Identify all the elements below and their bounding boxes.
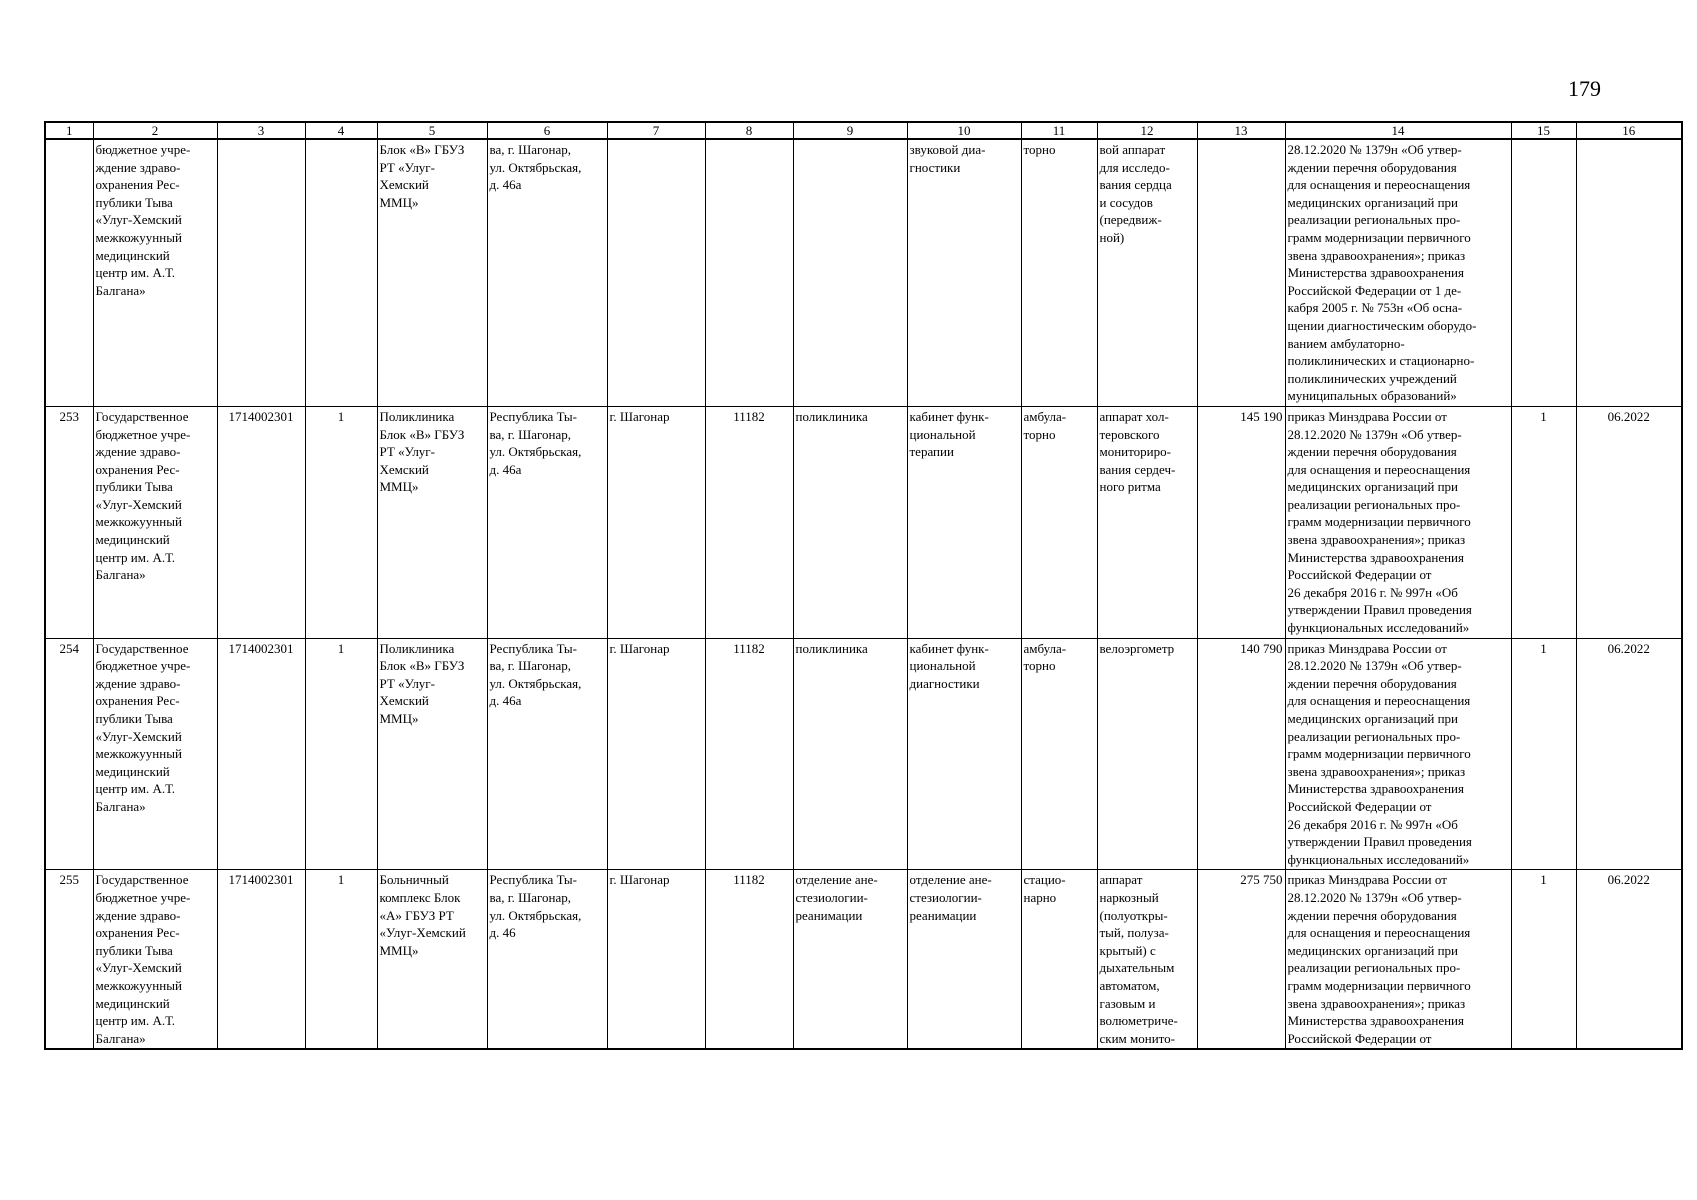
cell-line: ждении перечня оборудования (1287, 675, 1457, 691)
cell-inn: 1714002301 (217, 870, 305, 1049)
cell-line: звена здравоохранения»; приказ (1287, 247, 1466, 263)
cell-line: бюджетное учре- (95, 889, 191, 905)
cell-line: для оснащения и переоснащения (1287, 461, 1471, 477)
cell-line: щении диагностическим оборудо- (1287, 317, 1477, 333)
cell-line: бюджетное учре- (95, 142, 191, 157)
cell-line: утверждении Правил проведения (1287, 834, 1472, 850)
cell-quantity: 1 (1511, 638, 1576, 870)
cell-code: 11182 (705, 870, 793, 1049)
column-header: 16 (1576, 122, 1682, 139)
cell-row-number (45, 139, 93, 406)
cell-line: теровского (1099, 426, 1160, 442)
cell-line: циональной (909, 658, 976, 674)
cell-line: 26 декабря 2016 г. № 997н «Об (1287, 584, 1458, 600)
cell-line: волюметриче- (1099, 1013, 1178, 1029)
cell-line: Министерства здравоохранения (1287, 549, 1464, 565)
cell-line: (передвиж- (1099, 212, 1162, 228)
cell-line: 28.12.2020 № 1379н «Об утвер- (1287, 658, 1462, 674)
cell-line: поликлинических учреждений (1287, 370, 1457, 386)
cell-care-type (1021, 406, 1097, 638)
cell-line: звуковой диа- (909, 142, 986, 157)
cell-line: дыхательным (1099, 960, 1175, 976)
cell-department (793, 139, 907, 406)
cell-line: торно (1023, 658, 1056, 674)
cell-line: для исследо- (1099, 159, 1170, 175)
cell-line: грамм модернизации первичного (1287, 977, 1471, 993)
cell-line: «Улуг-Хемский (95, 960, 182, 976)
cell-line: приказ Минздрава России от (1287, 640, 1447, 656)
cell-line: нарно (1023, 889, 1057, 905)
cell-line: функциональных исследований» (1287, 620, 1470, 636)
cell-line: звена здравоохранения»; приказ (1287, 763, 1466, 779)
cell-line: амбула- (1023, 408, 1067, 424)
cell-line: охранения Рес- (95, 177, 180, 193)
cell-line: диагностики (909, 675, 980, 691)
cell-line: поликлиника (795, 640, 868, 656)
cell-address (487, 139, 607, 406)
equipment-table (44, 121, 1683, 1050)
cell-line: ММЦ» (379, 711, 419, 726)
cell-line: ул. Октябрьская, (489, 907, 582, 923)
cell-line: охранения Рес- (95, 693, 180, 709)
cell-count-col4: 1 (305, 406, 377, 638)
cell-line: для оснащения и переоснащения (1287, 693, 1471, 709)
cell-line: грамм модернизации первичного (1287, 514, 1471, 530)
cell-price (1197, 139, 1285, 406)
cell-line: Поликлиника (379, 408, 455, 424)
column-header: 5 (377, 122, 487, 139)
cell-line: приказ Минздрава России от (1287, 408, 1447, 424)
cell-line: ждение здраво- (95, 444, 181, 460)
cell-line: бюджетное учре- (95, 658, 191, 674)
cell-line: автоматом, (1099, 977, 1160, 993)
cell-row-number: 255 (45, 870, 93, 1049)
cell-line: поликлинических и стационарно- (1287, 353, 1475, 369)
cell-organization-name (93, 139, 217, 406)
cell-date: 06.2022 (1576, 638, 1682, 870)
cell-line: Государственное (95, 408, 189, 424)
cell-line: «Улуг-Хемский (95, 728, 182, 744)
cell-quantity: 1 (1511, 870, 1576, 1049)
cell-line: ул. Октябрьская, (489, 675, 582, 691)
cell-line: «Улуг-Хемский (95, 496, 182, 512)
column-header: 4 (305, 122, 377, 139)
cell-legal-basis (1285, 139, 1511, 406)
cell-line: Республика Ты- (489, 408, 577, 424)
cell-line: газовым и (1099, 995, 1156, 1011)
cell-line: Российской Федерации от (1287, 1030, 1432, 1046)
cell-line: ждение здраво- (95, 675, 181, 691)
cell-building-name (377, 638, 487, 870)
cell-line: реанимации (795, 907, 863, 923)
table-row (45, 406, 1682, 638)
cell-line: медицинских организаций при (1287, 194, 1459, 210)
cell-line: вания сердеч- (1099, 461, 1176, 477)
cell-inn (217, 139, 305, 406)
cell-line: ММЦ» (379, 194, 419, 210)
cell-line: ждении перечня оборудования (1287, 907, 1457, 923)
cell-department (793, 406, 907, 638)
cell-line: амбула- (1023, 640, 1067, 656)
cell-department (793, 638, 907, 870)
cell-equipment-name (1097, 406, 1197, 638)
cell-line: «Улуг-Хемский (95, 212, 182, 228)
cell-line: стезиологии- (795, 889, 868, 905)
cell-inn: 1714002301 (217, 406, 305, 638)
cell-line: Поликлиника (379, 640, 455, 656)
cell-date (1576, 139, 1682, 406)
cell-line: кабря 2005 г. № 753н «Об осна- (1287, 300, 1463, 316)
cell-line: приказ Минздрава России от (1287, 872, 1447, 888)
cell-line: терапии (909, 444, 954, 460)
cell-line: отделение ане- (795, 872, 878, 888)
cell-line: Министерства здравоохранения (1287, 265, 1464, 281)
cell-code: 11182 (705, 638, 793, 870)
cell-line: центр им. А.Т. (95, 549, 175, 565)
cell-care-type (1021, 139, 1097, 406)
cell-date: 06.2022 (1576, 870, 1682, 1049)
column-header-row (45, 122, 1682, 139)
cell-line: ММЦ» (379, 942, 419, 958)
cell-line: ной) (1099, 229, 1125, 245)
cell-line: межкожуунный (95, 514, 182, 530)
cell-line: вой аппарат (1099, 142, 1166, 157)
column-header: 8 (705, 122, 793, 139)
cell-line: Балгана» (95, 1030, 146, 1046)
cell-building-name (377, 139, 487, 406)
cell-line: ва, г. Шагонар, (489, 142, 571, 157)
cell-equipment-name (1097, 870, 1197, 1049)
cell-inn: 1714002301 (217, 638, 305, 870)
cell-legal-basis (1285, 406, 1511, 638)
cell-legal-basis (1285, 638, 1511, 870)
cell-line: «А» ГБУЗ РТ (379, 907, 454, 923)
cell-line: торно (1023, 426, 1056, 442)
cell-line: Республика Ты- (489, 872, 577, 888)
column-header: 2 (93, 122, 217, 139)
cell-line: мониториро- (1099, 444, 1171, 460)
cell-line: центр им. А.Т. (95, 265, 175, 281)
table-body (45, 139, 1682, 1049)
cell-line: Министерства здравоохранения (1287, 1013, 1464, 1029)
cell-line: вания сердца (1099, 177, 1172, 193)
cell-line: отделение ане- (909, 872, 992, 888)
cell-line: ждении перечня оборудования (1287, 444, 1457, 460)
cell-line: ММЦ» (379, 479, 419, 495)
cell-line: ским монито- (1099, 1030, 1175, 1046)
cell-line: медицинский (95, 247, 170, 263)
cell-building-name (377, 406, 487, 638)
cell-line: грамм модернизации первичного (1287, 229, 1471, 245)
cell-room (907, 406, 1021, 638)
cell-price: 140 790 (1197, 638, 1285, 870)
column-header: 6 (487, 122, 607, 139)
cell-care-type (1021, 870, 1097, 1049)
cell-line: межкожуунный (95, 977, 182, 993)
cell-line: звена здравоохранения»; приказ (1287, 995, 1466, 1011)
cell-line: реализации региональных про- (1287, 212, 1461, 228)
cell-line: реализации региональных про- (1287, 960, 1461, 976)
cell-line: кабинет функ- (909, 408, 989, 424)
cell-line: Хемский (379, 461, 429, 477)
cell-line: Российской Федерации от (1287, 798, 1432, 814)
column-header: 3 (217, 122, 305, 139)
cell-line: центр им. А.Т. (95, 781, 175, 797)
cell-line: д. 46а (489, 461, 522, 477)
cell-line: Российской Федерации от 1 де- (1287, 282, 1462, 298)
cell-count-col4 (305, 139, 377, 406)
cell-line: «Улуг-Хемский (379, 925, 466, 941)
cell-line: Государственное (95, 640, 189, 656)
cell-count-col4: 1 (305, 870, 377, 1049)
cell-code (705, 139, 793, 406)
cell-line: ждение здраво- (95, 159, 181, 175)
cell-line: Хемский (379, 693, 429, 709)
cell-organization-name (93, 406, 217, 638)
cell-line: медицинский (95, 995, 170, 1011)
cell-line: муниципальных образований» (1287, 388, 1457, 404)
cell-line: функциональных исследований» (1287, 851, 1470, 867)
cell-row-number: 254 (45, 638, 93, 870)
cell-line: Балгана» (95, 798, 146, 814)
cell-locality: г. Шагонар (607, 406, 705, 638)
cell-price: 145 190 (1197, 406, 1285, 638)
cell-line: аппарат хол- (1099, 408, 1169, 424)
column-header: 11 (1021, 122, 1097, 139)
cell-line: Блок «В» ГБУЗ (379, 142, 465, 157)
cell-line: реализации региональных про- (1287, 728, 1461, 744)
cell-line: бюджетное учре- (95, 426, 191, 442)
cell-line: крытый) с (1099, 942, 1156, 958)
cell-line: 28.12.2020 № 1379н «Об утвер- (1287, 426, 1462, 442)
cell-line: д. 46 (489, 925, 516, 941)
cell-line: центр им. А.Т. (95, 1013, 175, 1029)
page-number: 179 (1568, 76, 1601, 101)
cell-line: межкожуунный (95, 746, 182, 762)
cell-line: реализации региональных про- (1287, 496, 1461, 512)
column-header: 7 (607, 122, 705, 139)
cell-line: (полуоткры- (1099, 907, 1168, 923)
cell-line: ждении перечня оборудования (1287, 159, 1457, 175)
cell-locality (607, 139, 705, 406)
cell-line: охранения Рес- (95, 925, 180, 941)
cell-price: 275 750 (1197, 870, 1285, 1049)
cell-line: Больничный (379, 872, 449, 888)
cell-line: ва, г. Шагонар, (489, 426, 571, 442)
cell-line: медицинский (95, 763, 170, 779)
cell-line: 28.12.2020 № 1379н «Об утвер- (1287, 142, 1462, 157)
cell-line: ва, г. Шагонар, (489, 658, 571, 674)
cell-line: ного ритма (1099, 479, 1161, 495)
cell-equipment-name (1097, 638, 1197, 870)
cell-line: РТ «Улуг- (379, 675, 435, 691)
cell-line: циональной (909, 426, 976, 442)
cell-line: Блок «В» ГБУЗ (379, 658, 465, 674)
cell-line: 26 декабря 2016 г. № 997н «Об (1287, 816, 1458, 832)
column-header: 12 (1097, 122, 1197, 139)
cell-line: наркозный (1099, 889, 1159, 905)
cell-line: гностики (909, 159, 961, 175)
cell-row-number: 253 (45, 406, 93, 638)
cell-line: звена здравоохранения»; приказ (1287, 532, 1466, 548)
table-row (45, 139, 1682, 406)
column-header: 13 (1197, 122, 1285, 139)
cell-line: для оснащения и переоснащения (1287, 925, 1471, 941)
cell-count-col4: 1 (305, 638, 377, 870)
cell-line: Хемский (379, 177, 429, 193)
table-row (45, 638, 1682, 870)
cell-line: ул. Октябрьская, (489, 159, 582, 175)
cell-line: комплекс Блок (379, 889, 461, 905)
column-header: 1 (45, 122, 93, 139)
cell-code: 11182 (705, 406, 793, 638)
cell-line: публики Тыва (95, 942, 173, 958)
cell-line: и сосудов (1099, 194, 1153, 210)
cell-department (793, 870, 907, 1049)
cell-line: велоэргометр (1099, 640, 1175, 656)
cell-line: Министерства здравоохранения (1287, 781, 1464, 797)
cell-line: поликлиника (795, 408, 868, 424)
cell-address (487, 638, 607, 870)
column-header: 10 (907, 122, 1021, 139)
cell-line: публики Тыва (95, 194, 173, 210)
cell-legal-basis (1285, 870, 1511, 1049)
cell-line: торно (1023, 142, 1056, 157)
cell-line: медицинских организаций при (1287, 479, 1459, 495)
cell-address (487, 870, 607, 1049)
cell-line: ва, г. Шагонар, (489, 889, 571, 905)
cell-line: стезиологии- (909, 889, 982, 905)
cell-line: межкожуунный (95, 229, 182, 245)
cell-line: Республика Ты- (489, 640, 577, 656)
cell-equipment-name (1097, 139, 1197, 406)
cell-line: публики Тыва (95, 479, 173, 495)
cell-room (907, 638, 1021, 870)
cell-line: стацио- (1023, 872, 1066, 888)
cell-line: 28.12.2020 № 1379н «Об утвер- (1287, 889, 1462, 905)
cell-line: Российской Федерации от (1287, 567, 1432, 583)
cell-line: грамм модернизации первичного (1287, 746, 1471, 762)
cell-care-type (1021, 638, 1097, 870)
cell-quantity (1511, 139, 1576, 406)
column-header: 9 (793, 122, 907, 139)
cell-line: Балгана» (95, 567, 146, 583)
cell-line: для оснащения и переоснащения (1287, 177, 1471, 193)
cell-line: Балгана» (95, 282, 146, 298)
cell-line: ул. Октябрьская, (489, 444, 582, 460)
cell-line: аппарат (1099, 872, 1143, 888)
cell-line: кабинет функ- (909, 640, 989, 656)
column-header: 15 (1511, 122, 1576, 139)
cell-line: д. 46а (489, 177, 522, 193)
cell-building-name (377, 870, 487, 1049)
cell-locality: г. Шагонар (607, 870, 705, 1049)
cell-line: публики Тыва (95, 711, 173, 726)
cell-locality: г. Шагонар (607, 638, 705, 870)
cell-room (907, 139, 1021, 406)
cell-line: охранения Рес- (95, 461, 180, 477)
cell-organization-name (93, 870, 217, 1049)
cell-line: медицинский (95, 532, 170, 548)
cell-room (907, 870, 1021, 1049)
cell-line: д. 46а (489, 693, 522, 709)
cell-line: ванием амбулаторно- (1287, 335, 1405, 351)
cell-quantity: 1 (1511, 406, 1576, 638)
cell-line: утверждении Правил проведения (1287, 602, 1472, 618)
cell-line: реанимации (909, 907, 977, 923)
cell-line: Блок «В» ГБУЗ (379, 426, 465, 442)
cell-address (487, 406, 607, 638)
table-row (45, 870, 1682, 1049)
cell-line: Государственное (95, 872, 189, 888)
cell-line: ждение здраво- (95, 907, 181, 923)
column-header: 14 (1285, 122, 1511, 139)
cell-line: РТ «Улуг- (379, 444, 435, 460)
cell-line: медицинских организаций при (1287, 942, 1459, 958)
cell-line: медицинских организаций при (1287, 711, 1459, 726)
cell-date: 06.2022 (1576, 406, 1682, 638)
cell-line: тый, полуза- (1099, 925, 1169, 941)
cell-line: РТ «Улуг- (379, 159, 435, 175)
cell-organization-name (93, 638, 217, 870)
